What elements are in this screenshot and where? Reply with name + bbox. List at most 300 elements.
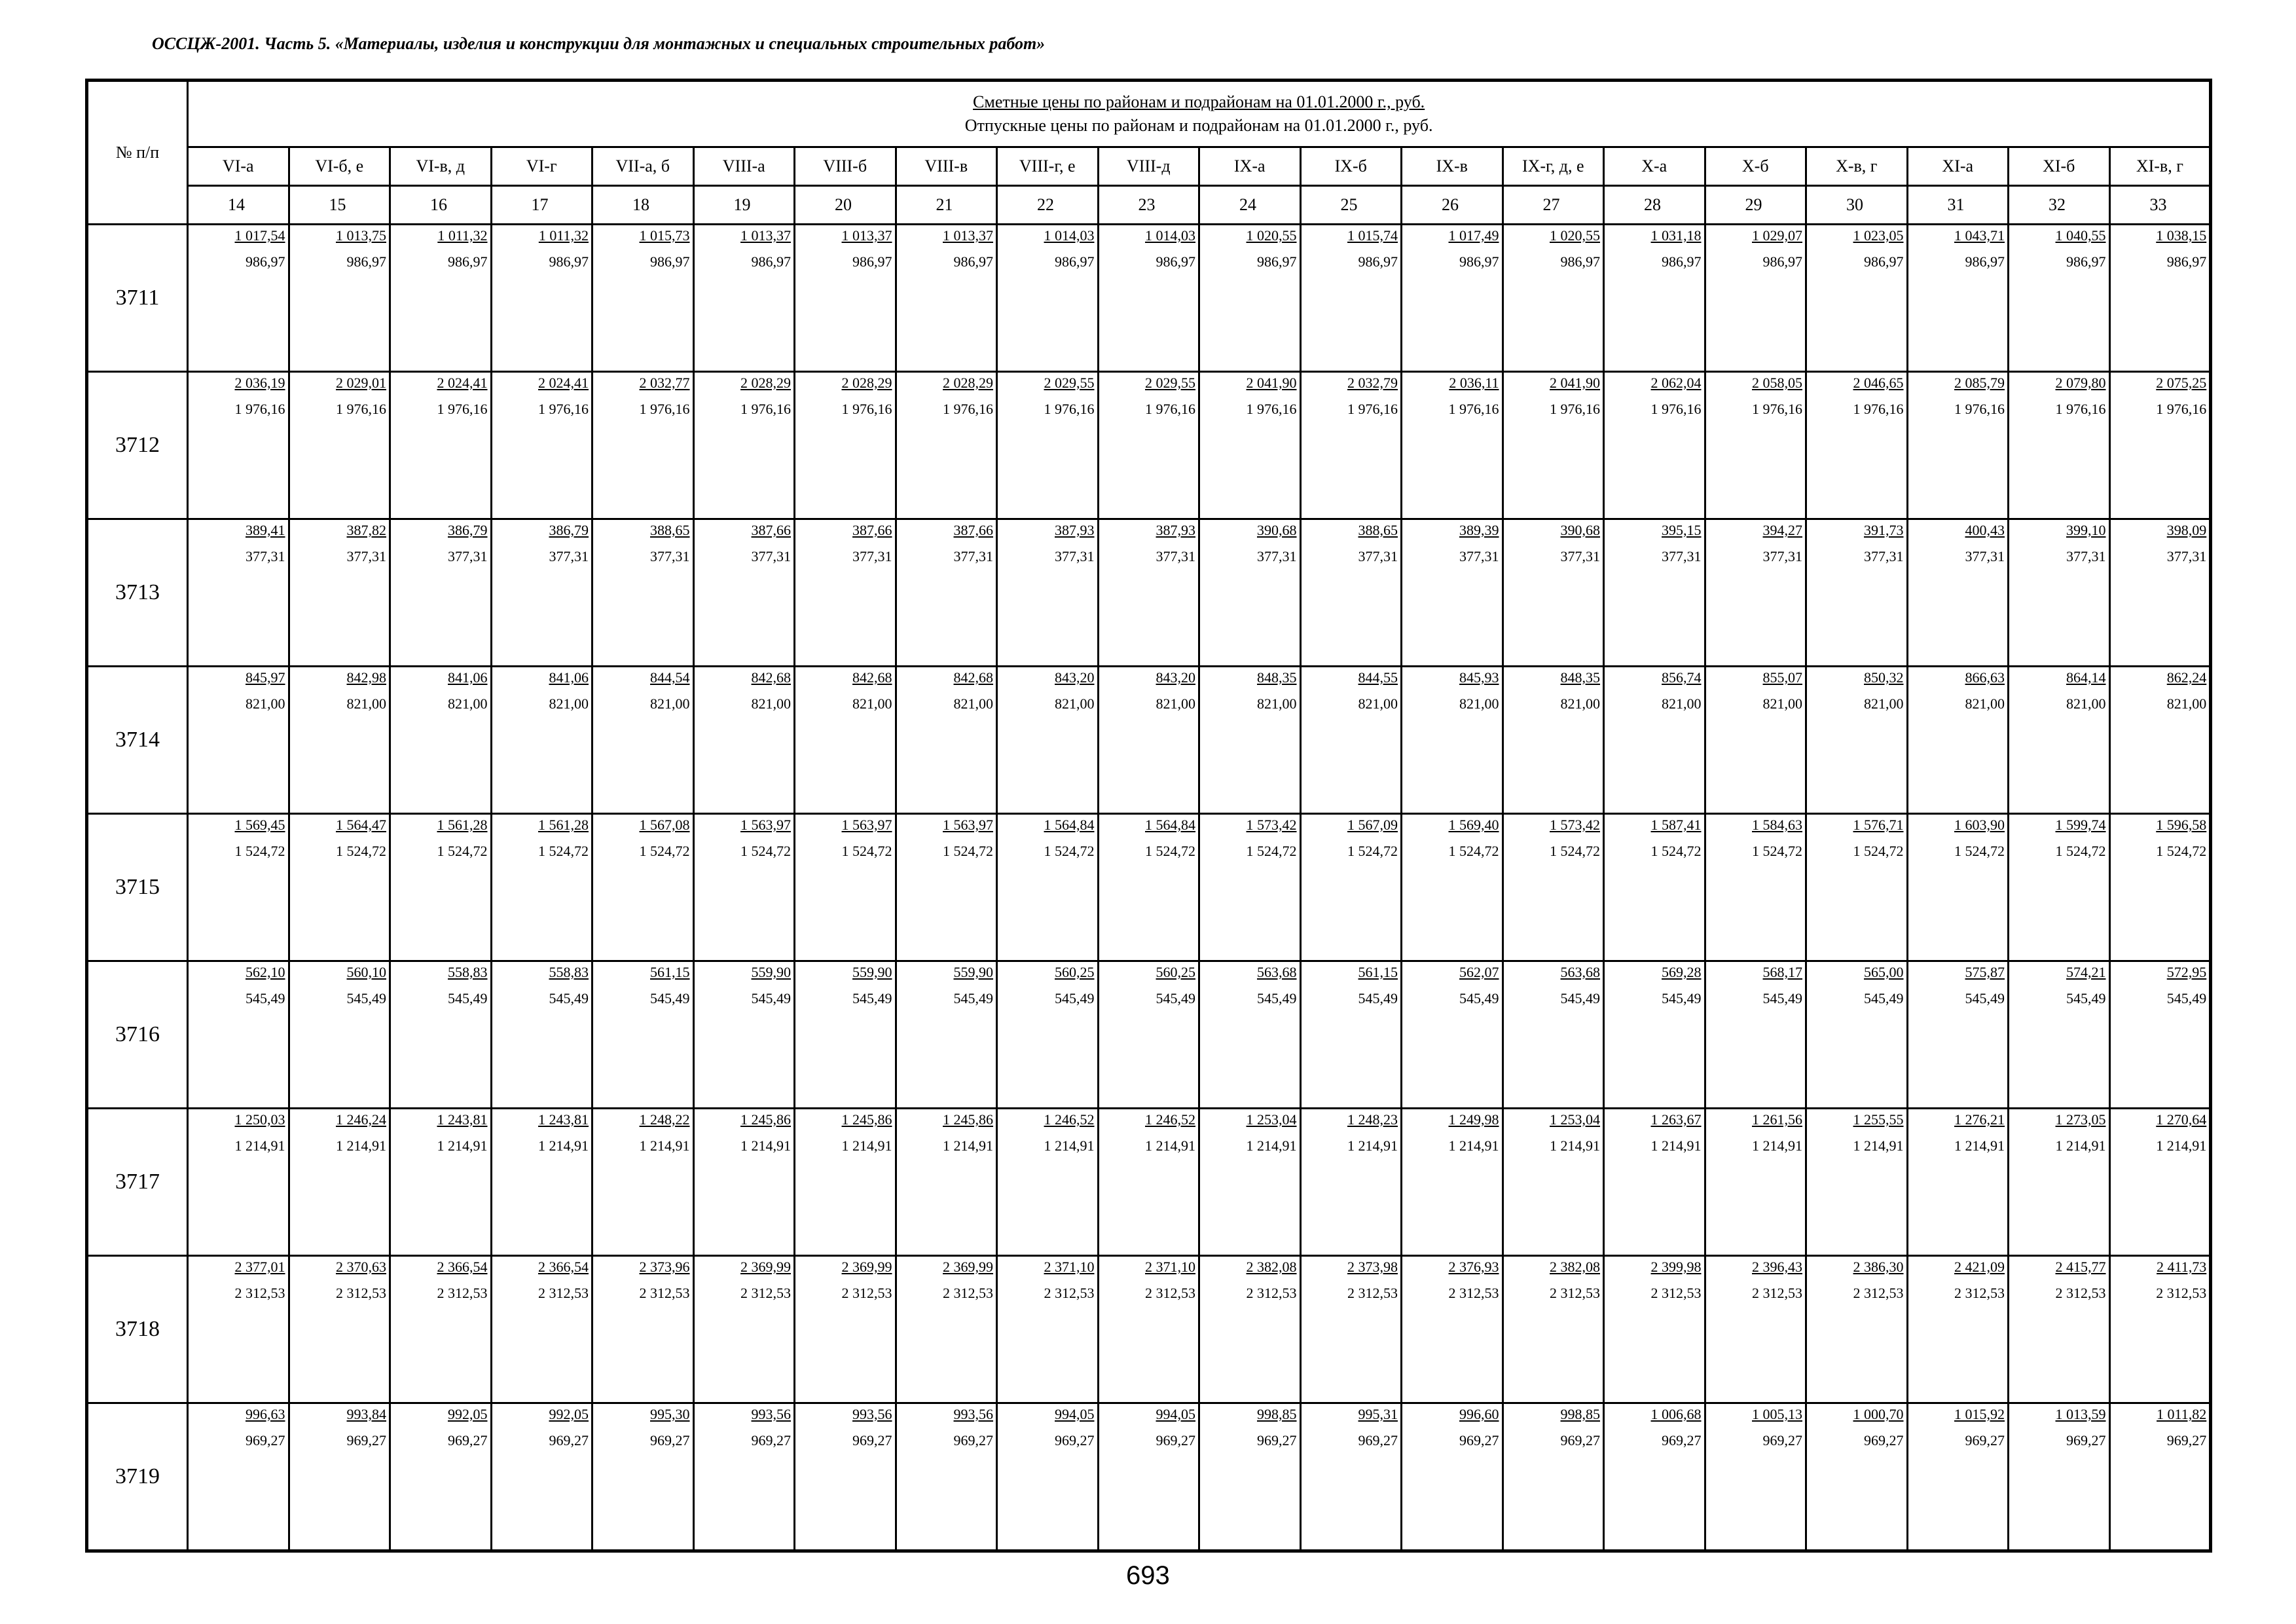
price-cell xyxy=(1705,1256,1806,1403)
price-cell xyxy=(2009,814,2110,961)
price-cell xyxy=(896,961,997,1109)
price-cell xyxy=(693,961,795,1109)
release-price: 1 214,91 xyxy=(740,1137,791,1154)
price-cell xyxy=(2109,814,2211,961)
estimate-price: 1 567,09 xyxy=(1347,817,1398,833)
estimate-price: 388,65 xyxy=(650,522,690,538)
estimate-price: 1 563,97 xyxy=(841,817,892,833)
table-row xyxy=(87,372,2211,519)
release-price: 545,49 xyxy=(2066,990,2106,1006)
release-price: 821,00 xyxy=(1358,695,1398,712)
estimate-price: 1 031,18 xyxy=(1650,227,1702,244)
release-price: 377,31 xyxy=(852,548,892,564)
estimate-price: 390,68 xyxy=(1560,522,1600,538)
estimate-price: 395,15 xyxy=(1662,522,1702,538)
estimate-price: 389,39 xyxy=(1459,522,1499,538)
release-price: 986,97 xyxy=(1662,253,1702,270)
column-number: 16 xyxy=(390,186,492,225)
region-header: VIII-г, е xyxy=(997,147,1099,186)
release-price: 986,97 xyxy=(448,253,488,270)
estimate-price: 561,15 xyxy=(1358,964,1398,980)
price-cell xyxy=(1402,1256,1503,1403)
release-price: 986,97 xyxy=(1864,253,1904,270)
price-cell xyxy=(1907,372,2009,519)
estimate-price: 2 366,54 xyxy=(437,1259,488,1275)
price-cell xyxy=(1300,1109,1402,1256)
estimate-price: 400,43 xyxy=(1965,522,2005,538)
estimate-price: 2 024,41 xyxy=(538,375,589,391)
price-cell xyxy=(1604,519,1705,667)
estimate-price: 2 371,10 xyxy=(1145,1259,1195,1275)
release-price: 2 312,53 xyxy=(2055,1285,2106,1301)
price-cell xyxy=(390,1109,492,1256)
release-price: 1 976,16 xyxy=(437,401,488,417)
release-price: 2 312,53 xyxy=(943,1285,993,1301)
estimate-price: 2 386,30 xyxy=(1853,1259,1904,1275)
release-price: 1 524,72 xyxy=(2055,843,2106,859)
price-cell xyxy=(289,667,390,814)
release-price: 821,00 xyxy=(1864,695,1904,712)
price-cell xyxy=(795,1256,896,1403)
release-price: 986,97 xyxy=(1055,253,1095,270)
estimate-price: 574,21 xyxy=(2066,964,2106,980)
release-price: 969,27 xyxy=(1156,1432,1195,1449)
estimate-price: 1 599,74 xyxy=(2055,817,2106,833)
row-number: 3719 xyxy=(87,1403,188,1551)
estimate-price: 1 006,68 xyxy=(1650,1406,1702,1422)
release-price: 969,27 xyxy=(852,1432,892,1449)
price-cell xyxy=(1300,519,1402,667)
release-price: 821,00 xyxy=(2166,695,2207,712)
estimate-price: 562,10 xyxy=(246,964,285,980)
release-price: 545,49 xyxy=(549,990,589,1006)
release-price: 2 312,53 xyxy=(1347,1285,1398,1301)
estimate-price: 1 561,28 xyxy=(437,817,488,833)
release-price: 1 524,72 xyxy=(1650,843,1702,859)
release-price: 1 214,91 xyxy=(1853,1137,1904,1154)
price-cell xyxy=(491,1109,592,1256)
table-row xyxy=(87,1403,2211,1551)
release-price: 545,49 xyxy=(1662,990,1702,1006)
release-price: 1 524,72 xyxy=(841,843,892,859)
release-price: 1 976,16 xyxy=(336,401,386,417)
column-number: 25 xyxy=(1300,186,1402,225)
price-cell xyxy=(896,814,997,961)
estimate-price: 561,15 xyxy=(650,964,690,980)
release-price: 2 312,53 xyxy=(1246,1285,1297,1301)
price-cell xyxy=(1098,225,1199,372)
release-price: 986,97 xyxy=(751,253,791,270)
estimate-price: 565,00 xyxy=(1864,964,1904,980)
estimate-price: 563,68 xyxy=(1560,964,1600,980)
region-header: VI-б, е xyxy=(289,147,390,186)
price-cell xyxy=(1503,667,1604,814)
price-cell xyxy=(1705,1109,1806,1256)
estimate-price: 1 273,05 xyxy=(2055,1111,2106,1128)
estimate-price: 1 564,84 xyxy=(1044,817,1095,833)
release-price: 1 524,72 xyxy=(234,843,285,859)
region-header: VIII-в xyxy=(896,147,997,186)
price-cell xyxy=(1806,519,1908,667)
page-number: 693 xyxy=(1126,1561,1170,1590)
price-cell xyxy=(491,519,592,667)
estimate-price: 560,25 xyxy=(1156,964,1195,980)
estimate-price: 1 253,04 xyxy=(1246,1111,1297,1128)
price-cell xyxy=(997,372,1099,519)
estimate-price: 1 013,37 xyxy=(841,227,892,244)
price-cell xyxy=(1503,1109,1604,1256)
estimate-price: 1 013,37 xyxy=(740,227,791,244)
release-price: 377,31 xyxy=(2066,548,2106,564)
release-price: 969,27 xyxy=(2066,1432,2106,1449)
column-number: 30 xyxy=(1806,186,1908,225)
estimate-price: 845,97 xyxy=(246,669,285,686)
release-price: 1 214,91 xyxy=(841,1137,892,1154)
estimate-price: 998,85 xyxy=(1560,1406,1600,1422)
estimate-price: 2 029,55 xyxy=(1044,375,1095,391)
price-cell xyxy=(1806,1256,1908,1403)
estimate-price: 389,41 xyxy=(246,522,285,538)
caption-estimate: Сметные цены по районам и подрайонам на 01.01.2000 г., руб. xyxy=(973,92,1425,111)
release-price: 1 214,91 xyxy=(2156,1137,2207,1154)
release-price: 1 976,16 xyxy=(538,401,589,417)
price-cell xyxy=(188,1256,289,1403)
release-price: 969,27 xyxy=(1358,1432,1398,1449)
estimate-price: 996,60 xyxy=(1459,1406,1499,1422)
document-header: ОССЦЖ-2001. Часть 5. «Материалы, изделия и конструкции для монтажных и специальных строительных работ» xyxy=(152,34,1046,53)
estimate-price: 848,35 xyxy=(1257,669,1297,686)
estimate-price: 2 376,93 xyxy=(1448,1259,1499,1275)
release-price: 969,27 xyxy=(1662,1432,1702,1449)
release-price: 1 976,16 xyxy=(740,401,791,417)
price-cell xyxy=(188,372,289,519)
npp-header: № п/п xyxy=(87,81,188,225)
estimate-price: 2 079,80 xyxy=(2055,375,2106,391)
price-cell xyxy=(2109,961,2211,1109)
price-cell xyxy=(1907,225,2009,372)
price-cell xyxy=(491,372,592,519)
price-cell xyxy=(2109,1403,2211,1551)
column-number: 20 xyxy=(795,186,896,225)
estimate-price: 390,68 xyxy=(1257,522,1297,538)
price-cell xyxy=(1098,961,1199,1109)
estimate-price: 558,83 xyxy=(549,964,589,980)
release-price: 821,00 xyxy=(1560,695,1600,712)
release-price: 986,97 xyxy=(650,253,690,270)
price-cell xyxy=(1503,814,1604,961)
estimate-price: 1 013,37 xyxy=(943,227,993,244)
release-price: 2 312,53 xyxy=(234,1285,285,1301)
estimate-price: 559,90 xyxy=(751,964,791,980)
price-cell xyxy=(188,667,289,814)
release-price: 1 524,72 xyxy=(538,843,589,859)
release-price: 377,31 xyxy=(650,548,690,564)
price-cell xyxy=(1300,961,1402,1109)
release-price: 377,31 xyxy=(246,548,285,564)
release-price: 1 524,72 xyxy=(1145,843,1195,859)
estimate-price: 856,74 xyxy=(1662,669,1702,686)
estimate-price: 1 013,75 xyxy=(336,227,386,244)
release-price: 821,00 xyxy=(346,695,386,712)
release-price: 545,49 xyxy=(852,990,892,1006)
release-price: 2 312,53 xyxy=(1954,1285,2005,1301)
release-price: 1 214,91 xyxy=(538,1137,589,1154)
price-cell xyxy=(1199,667,1301,814)
estimate-price: 1 564,84 xyxy=(1145,817,1195,833)
estimate-price: 866,63 xyxy=(1965,669,2005,686)
estimate-price: 1 000,70 xyxy=(1853,1406,1904,1422)
price-cell xyxy=(592,667,694,814)
table-row xyxy=(87,814,2211,961)
estimate-price: 386,79 xyxy=(448,522,488,538)
release-price: 986,97 xyxy=(1156,253,1195,270)
price-cell xyxy=(896,1256,997,1403)
column-number: 29 xyxy=(1705,186,1806,225)
estimate-price: 850,32 xyxy=(1864,669,1904,686)
estimate-price: 562,07 xyxy=(1459,964,1499,980)
price-cell xyxy=(390,1256,492,1403)
price-cell xyxy=(188,1109,289,1256)
release-price: 545,49 xyxy=(751,990,791,1006)
release-price: 821,00 xyxy=(246,695,285,712)
column-number: 15 xyxy=(289,186,390,225)
estimate-price: 862,24 xyxy=(2166,669,2207,686)
price-cell xyxy=(693,519,795,667)
estimate-price: 1 248,22 xyxy=(639,1111,690,1128)
estimate-price: 2 085,79 xyxy=(1954,375,2005,391)
release-price: 2 312,53 xyxy=(1752,1285,1802,1301)
price-cell xyxy=(2009,961,2110,1109)
estimate-price: 995,31 xyxy=(1358,1406,1398,1422)
price-cell xyxy=(390,372,492,519)
price-cell xyxy=(491,667,592,814)
release-price: 986,97 xyxy=(1358,253,1398,270)
release-price: 821,00 xyxy=(751,695,791,712)
release-price: 986,97 xyxy=(1257,253,1297,270)
estimate-price: 1 561,28 xyxy=(538,817,589,833)
release-price: 377,31 xyxy=(448,548,488,564)
estimate-price: 1 017,49 xyxy=(1448,227,1499,244)
price-cell xyxy=(188,519,289,667)
price-cell xyxy=(289,961,390,1109)
price-cell xyxy=(795,1109,896,1256)
row-number: 3717 xyxy=(87,1109,188,1256)
release-price: 545,49 xyxy=(346,990,386,1006)
release-price: 377,31 xyxy=(1560,548,1600,564)
estimate-price: 386,79 xyxy=(549,522,589,538)
estimate-price: 560,10 xyxy=(346,964,386,980)
release-price: 545,49 xyxy=(1560,990,1600,1006)
estimate-price: 993,84 xyxy=(346,1406,386,1422)
estimate-price: 1 603,90 xyxy=(1954,817,2005,833)
price-cell xyxy=(997,814,1099,961)
release-price: 1 214,91 xyxy=(1145,1137,1195,1154)
release-price: 545,49 xyxy=(1156,990,1195,1006)
release-price: 1 214,91 xyxy=(1650,1137,1702,1154)
region-header: VIII-д xyxy=(1098,147,1199,186)
price-cell xyxy=(795,961,896,1109)
estimate-price: 844,55 xyxy=(1358,669,1398,686)
region-header: VII-а, б xyxy=(592,147,694,186)
release-price: 545,49 xyxy=(1459,990,1499,1006)
price-cell xyxy=(1199,1403,1301,1551)
estimate-price: 394,27 xyxy=(1762,522,1802,538)
release-price: 2 312,53 xyxy=(1650,1285,1702,1301)
release-price: 545,49 xyxy=(448,990,488,1006)
price-cell xyxy=(1705,667,1806,814)
estimate-price: 2 382,08 xyxy=(1550,1259,1600,1275)
price-cell xyxy=(693,372,795,519)
estimate-price: 2 377,01 xyxy=(234,1259,285,1275)
release-price: 377,31 xyxy=(751,548,791,564)
column-number: 21 xyxy=(896,186,997,225)
column-number: 17 xyxy=(491,186,592,225)
estimate-price: 845,93 xyxy=(1459,669,1499,686)
release-price: 1 976,16 xyxy=(1246,401,1297,417)
price-cell xyxy=(289,519,390,667)
price-cell xyxy=(592,372,694,519)
estimate-price: 2 032,79 xyxy=(1347,375,1398,391)
price-cell xyxy=(1098,519,1199,667)
release-price: 1 976,16 xyxy=(1347,401,1398,417)
price-cell xyxy=(693,1109,795,1256)
price-cell xyxy=(289,1256,390,1403)
release-price: 1 214,91 xyxy=(336,1137,386,1154)
price-cell xyxy=(2009,1109,2110,1256)
release-price: 377,31 xyxy=(1156,548,1195,564)
release-price: 1 976,16 xyxy=(1550,401,1600,417)
release-price: 969,27 xyxy=(953,1432,993,1449)
price-cell xyxy=(592,1403,694,1551)
price-cell xyxy=(1705,961,1806,1109)
region-header: VI-в, д xyxy=(390,147,492,186)
estimate-price: 575,87 xyxy=(1965,964,2005,980)
release-price: 969,27 xyxy=(246,1432,285,1449)
row-number: 3716 xyxy=(87,961,188,1109)
estimate-price: 1 014,03 xyxy=(1145,227,1195,244)
price-cell xyxy=(997,961,1099,1109)
release-price: 545,49 xyxy=(953,990,993,1006)
estimate-price: 1 576,71 xyxy=(1853,817,1904,833)
release-price: 1 524,72 xyxy=(740,843,791,859)
price-cell xyxy=(1806,372,1908,519)
release-price: 2 312,53 xyxy=(1550,1285,1600,1301)
estimate-price: 2 373,98 xyxy=(1347,1259,1398,1275)
price-cell xyxy=(1402,519,1503,667)
price-cell xyxy=(390,1403,492,1551)
price-cell xyxy=(1199,1109,1301,1256)
release-price: 1 524,72 xyxy=(336,843,386,859)
release-price: 1 976,16 xyxy=(943,401,993,417)
release-price: 1 524,72 xyxy=(2156,843,2207,859)
release-price: 1 524,72 xyxy=(943,843,993,859)
estimate-price: 2 036,19 xyxy=(234,375,285,391)
price-cell xyxy=(491,814,592,961)
release-price: 969,27 xyxy=(2166,1432,2207,1449)
region-header: XI-а xyxy=(1907,147,2009,186)
estimate-price: 559,90 xyxy=(852,964,892,980)
estimate-price: 998,85 xyxy=(1257,1406,1297,1422)
release-price: 1 524,72 xyxy=(1954,843,2005,859)
row-number: 3714 xyxy=(87,667,188,814)
estimate-price: 1 563,97 xyxy=(740,817,791,833)
release-price: 2 312,53 xyxy=(2156,1285,2207,1301)
release-price: 969,27 xyxy=(549,1432,589,1449)
price-cell xyxy=(1907,519,2009,667)
estimate-price: 1 596,58 xyxy=(2156,817,2207,833)
column-number: 18 xyxy=(592,186,694,225)
release-price: 377,31 xyxy=(1055,548,1095,564)
estimate-price: 2 028,29 xyxy=(841,375,892,391)
release-price: 1 214,91 xyxy=(437,1137,488,1154)
table-caption xyxy=(188,81,2211,147)
release-price: 821,00 xyxy=(549,695,589,712)
price-cell xyxy=(1098,1403,1199,1551)
release-price: 1 976,16 xyxy=(1448,401,1499,417)
price-cell xyxy=(1907,1109,2009,1256)
release-price: 1 976,16 xyxy=(639,401,690,417)
release-price: 969,27 xyxy=(751,1432,791,1449)
price-cell xyxy=(491,225,592,372)
estimate-price: 2 373,96 xyxy=(639,1259,690,1275)
estimate-price: 2 041,90 xyxy=(1550,375,1600,391)
release-price: 1 524,72 xyxy=(1044,843,1095,859)
release-price: 1 214,91 xyxy=(1550,1137,1600,1154)
estimate-price: 1 246,24 xyxy=(336,1111,386,1128)
release-price: 1 524,72 xyxy=(1550,843,1600,859)
region-header: VIII-б xyxy=(795,147,896,186)
column-number: 26 xyxy=(1402,186,1503,225)
estimate-price: 993,56 xyxy=(751,1406,791,1422)
estimate-price: 843,20 xyxy=(1156,669,1195,686)
estimate-price: 1 276,21 xyxy=(1954,1111,2005,1128)
release-price: 1 976,16 xyxy=(1044,401,1095,417)
estimate-price: 841,06 xyxy=(549,669,589,686)
price-cell xyxy=(390,667,492,814)
release-price: 969,27 xyxy=(1762,1432,1802,1449)
price-cell xyxy=(1503,225,1604,372)
table-row xyxy=(87,667,2211,814)
price-cell xyxy=(1907,667,2009,814)
estimate-price: 2 028,29 xyxy=(740,375,791,391)
price-cell xyxy=(1402,1403,1503,1551)
estimate-price: 2 369,99 xyxy=(841,1259,892,1275)
estimate-price: 2 371,10 xyxy=(1044,1259,1095,1275)
estimate-price: 387,66 xyxy=(953,522,993,538)
table-row xyxy=(87,519,2211,667)
estimate-price: 993,56 xyxy=(953,1406,993,1422)
release-price: 986,97 xyxy=(246,253,285,270)
price-cell xyxy=(1604,1403,1705,1551)
column-number: 31 xyxy=(1907,186,2009,225)
price-cell xyxy=(1705,519,1806,667)
release-price: 1 214,91 xyxy=(1044,1137,1095,1154)
release-price: 821,00 xyxy=(1762,695,1802,712)
estimate-price: 1 270,64 xyxy=(2156,1111,2207,1128)
estimate-price: 1 587,41 xyxy=(1650,817,1702,833)
release-price: 1 214,91 xyxy=(234,1137,285,1154)
price-cell xyxy=(997,1109,1099,1256)
estimate-price: 1 263,67 xyxy=(1650,1111,1702,1128)
release-price: 1 214,91 xyxy=(2055,1137,2106,1154)
table-row xyxy=(87,1109,2211,1256)
estimate-price: 2 028,29 xyxy=(943,375,993,391)
price-cell xyxy=(1907,814,2009,961)
estimate-price: 1 245,86 xyxy=(740,1111,791,1128)
estimate-price: 1 015,92 xyxy=(1954,1406,2005,1422)
price-cell xyxy=(592,225,694,372)
column-number: 32 xyxy=(2009,186,2110,225)
